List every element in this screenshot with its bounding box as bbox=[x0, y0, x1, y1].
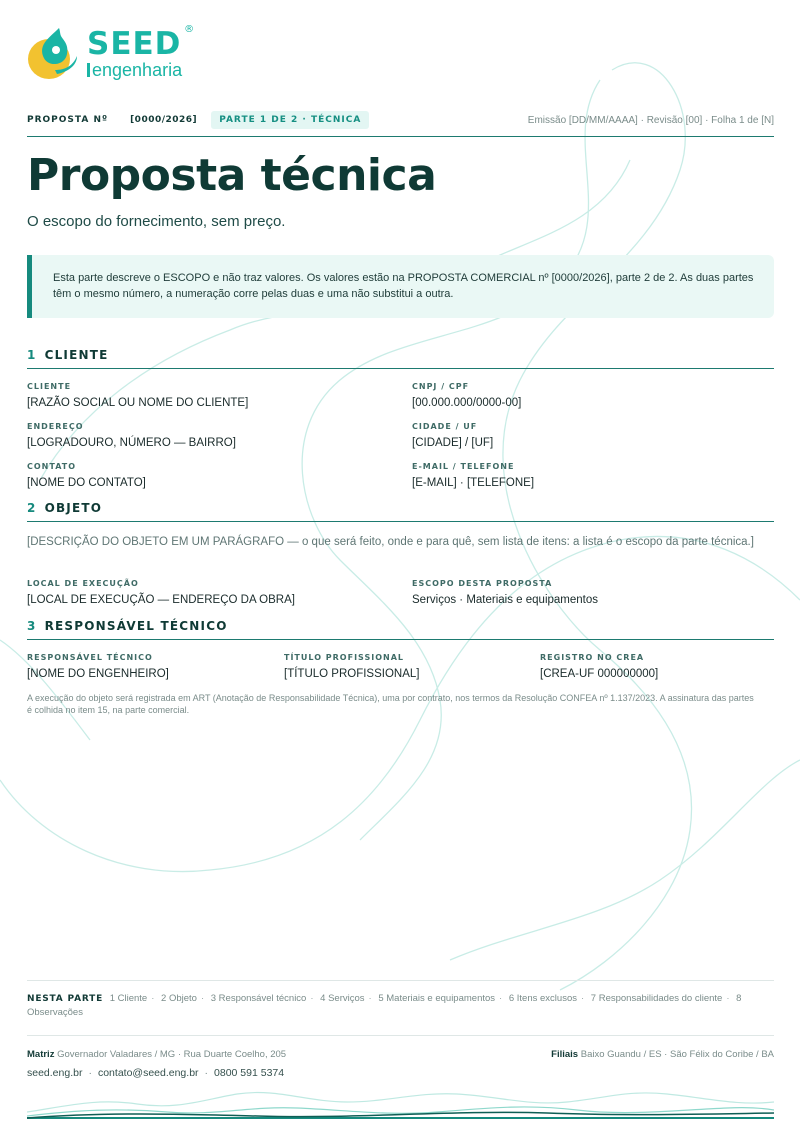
section-heading-responsavel bbox=[27, 619, 774, 640]
proposal-number-label: PROPOSTA Nº bbox=[27, 115, 109, 125]
matriz-value: Governador Valadares / MG · Rua Duarte Coelho, 205 bbox=[57, 1049, 287, 1060]
field-cnpj bbox=[412, 382, 521, 409]
page-subtitle: O escopo do fornecimento, sem preço. bbox=[27, 213, 286, 230]
toc-item[interactable]: 7 Responsabilidades do cliente bbox=[590, 993, 723, 1004]
field-responsavel-tecnico bbox=[27, 653, 169, 680]
toc-item[interactable]: 2 Objeto bbox=[161, 993, 197, 1004]
field-value: [NOME DO CONTATO] bbox=[27, 477, 146, 489]
field-label: RESPONSÁVEL TÉCNICO bbox=[27, 653, 153, 662]
section-heading-objeto bbox=[27, 501, 774, 522]
emission-info: Emissão [DD/MM/AAAA] · Revisão [00] · Folha 1 de [N] bbox=[527, 114, 774, 126]
field-registro-crea bbox=[540, 653, 658, 680]
seed-drop-logo-icon bbox=[27, 26, 79, 82]
field-cliente bbox=[27, 382, 248, 409]
field-value: [CIDADE] / [UF] bbox=[412, 437, 494, 449]
email-link[interactable]: contato@seed.eng.br bbox=[97, 1067, 199, 1079]
logo-subtitle bbox=[87, 61, 182, 79]
website-link[interactable]: seed.eng.br bbox=[27, 1067, 83, 1079]
toc-item[interactable]: 4 Serviços bbox=[320, 993, 365, 1004]
field-cidade bbox=[412, 422, 493, 449]
part-contents-list: NESTA PARTE 1 Cliente · 2 Objeto · 3 Responsável técnico · 4 Serviços · 5 Materiais e equipamentos · 6 Itens exclusos · 7 Responsabilidades do cliente · 8 Observações bbox=[27, 993, 742, 1018]
proposal-meta-row bbox=[27, 110, 774, 130]
part-badge: PARTE 1 DE 2 · TÉCNICA bbox=[211, 111, 369, 129]
matriz-label: Matriz bbox=[27, 1049, 55, 1060]
field-label: CNPJ / CPF bbox=[412, 382, 470, 391]
toc-item[interactable]: 6 Itens exclusos bbox=[508, 993, 577, 1004]
section-number: 1 bbox=[27, 348, 37, 362]
section-heading-cliente bbox=[27, 348, 774, 369]
field-label: REGISTRO NO CREA bbox=[540, 653, 645, 662]
field-value: [LOGRADOURO, NÚMERO — BAIRRO] bbox=[27, 437, 236, 449]
filiais-label: Filiais bbox=[551, 1049, 579, 1060]
field-contato bbox=[27, 462, 146, 489]
registered-mark: ® bbox=[184, 24, 196, 35]
logo-wordmark bbox=[87, 24, 196, 62]
field-label: TÍTULO PROFISSIONAL bbox=[284, 653, 404, 662]
scope-notice-box: Esta parte descreve o ESCOPO e não traz valores. Os valores estão na PROPOSTA COMERCIAL nº [0000/2026], parte 2 de 2. As duas partes têm o mesmo número, a numeração corre pelas duas e uma não substitui a outra. bbox=[27, 255, 774, 318]
field-value: [LOCAL DE EXECUÇÃO — ENDEREÇO DA OBRA] bbox=[27, 594, 295, 606]
field-value: Serviços · Materiais e equipamentos bbox=[412, 594, 598, 606]
toc-item[interactable]: 1 Cliente bbox=[109, 993, 148, 1004]
objeto-description: [DESCRIÇÃO DO OBJETO EM UM PARÁGRAFO — o que será feito, onde e para quê, sem lista de itens: a lista é o escopo da parte técnica.] bbox=[27, 536, 754, 548]
field-email-telefone bbox=[412, 462, 534, 489]
field-value: [TÍTULO PROFISSIONAL] bbox=[284, 668, 420, 680]
matriz-address bbox=[27, 1049, 286, 1060]
field-value: [NOME DO ENGENHEIRO] bbox=[27, 668, 169, 680]
field-value: [E-MAIL] · [TELEFONE] bbox=[412, 477, 535, 489]
page-title: Proposta técnica bbox=[27, 150, 437, 201]
logo-name: SEED bbox=[87, 26, 182, 62]
field-value: [00.000.000/0000-00] bbox=[412, 397, 522, 409]
proposal-number-value: [0000/2026] bbox=[130, 115, 198, 125]
toc-item[interactable]: 3 Responsável técnico bbox=[210, 993, 307, 1004]
field-value: [CREA-UF 000000000] bbox=[540, 668, 659, 680]
section-number: 2 bbox=[27, 501, 37, 515]
field-label: CIDADE / UF bbox=[412, 422, 478, 431]
footer-divider bbox=[27, 980, 774, 981]
section-title: OBJETO bbox=[44, 501, 103, 515]
field-value: [RAZÃO SOCIAL OU NOME DO CLIENTE] bbox=[27, 397, 249, 409]
toc-item[interactable]: 5 Materiais e equipamentos bbox=[378, 993, 496, 1004]
logo-subtitle-text: engenharia bbox=[92, 60, 183, 80]
field-label: ESCOPO DESTA PROPOSTA bbox=[412, 579, 553, 588]
section-title: CLIENTE bbox=[44, 348, 109, 362]
filiais-value: Baixo Guandu / ES · São Félix do Coribe / BA bbox=[580, 1049, 774, 1060]
separator: · bbox=[88, 1067, 92, 1079]
field-endereco bbox=[27, 422, 236, 449]
contact-line bbox=[27, 1067, 284, 1079]
field-label: ENDEREÇO bbox=[27, 422, 84, 431]
field-escopo bbox=[412, 579, 598, 606]
field-local-execucao bbox=[27, 579, 295, 606]
field-label: LOCAL DE EXECUÇÃO bbox=[27, 579, 139, 588]
footer-divider-2 bbox=[27, 1035, 774, 1036]
field-titulo-profissional bbox=[284, 653, 419, 680]
section-title: RESPONSÁVEL TÉCNICO bbox=[44, 619, 228, 633]
footer-wave-graphic bbox=[27, 1080, 774, 1120]
toc-item[interactable]: 8 Observações bbox=[27, 993, 742, 1018]
separator: · bbox=[204, 1067, 209, 1079]
filiais-address bbox=[551, 1049, 774, 1060]
header-divider bbox=[27, 136, 774, 137]
art-note: A execução do objeto será registrada em ART (Anotação de Responsabilidade Técnica), uma por contrato, nos termos da Resolução CONFEA nº 1.137/2023. A assinatura das partes é colhida no item 15, na parte comercial. bbox=[27, 693, 754, 715]
section-number: 3 bbox=[27, 619, 37, 633]
field-label: CONTATO bbox=[27, 462, 77, 471]
field-label: CLIENTE bbox=[27, 382, 72, 391]
field-label: E-MAIL / TELEFONE bbox=[412, 462, 515, 471]
toc-label: NESTA PARTE bbox=[27, 994, 104, 1004]
company-logo bbox=[27, 24, 196, 82]
phone-number[interactable]: 0800 591 5374 bbox=[214, 1067, 285, 1079]
